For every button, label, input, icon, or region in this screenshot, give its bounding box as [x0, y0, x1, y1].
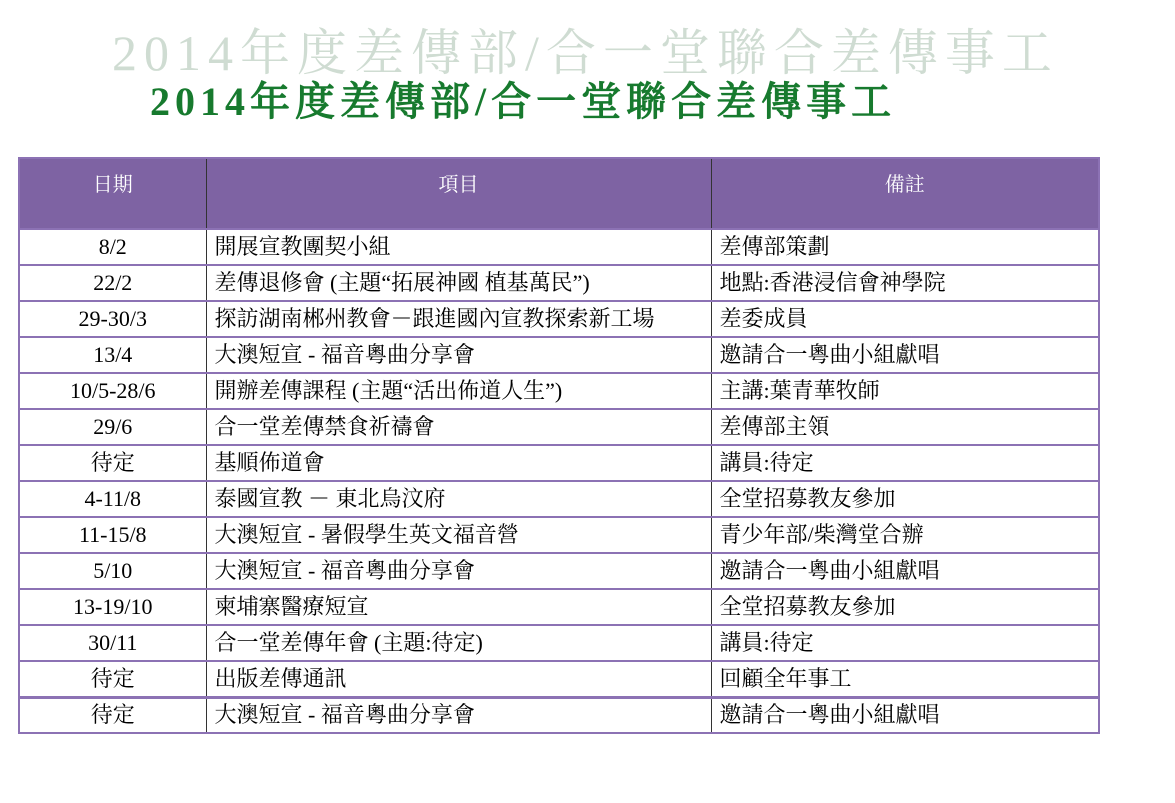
note-cell: 全堂招募教友參加: [711, 589, 1099, 625]
note-cell: 全堂招募教友參加: [711, 481, 1099, 517]
item-cell: 出版差傳通訊: [206, 661, 711, 697]
table-row: [19, 517, 1099, 553]
date-cell: 5/10: [19, 553, 206, 589]
column-header-item: 項目: [206, 158, 711, 229]
note-cell: 差委成員: [711, 301, 1099, 337]
note-cell: 講員:待定: [711, 625, 1099, 661]
item-cell: 泰國宣教 － 東北烏汶府: [206, 481, 711, 517]
table-row: [19, 229, 1099, 265]
item-cell: 大澳短宣 - 福音粵曲分享會: [206, 553, 711, 589]
table-row: [19, 661, 1099, 697]
date-cell: 8/2: [19, 229, 206, 265]
date-cell: 10/5-28/6: [19, 373, 206, 409]
date-cell: 30/11: [19, 625, 206, 661]
table-row: [19, 553, 1099, 589]
date-cell: 4-11/8: [19, 481, 206, 517]
note-cell: 邀請合一粵曲小組獻唱: [711, 697, 1099, 733]
date-cell: 13-19/10: [19, 589, 206, 625]
item-cell: 合一堂差傳禁食祈禱會: [206, 409, 711, 445]
date-cell: 29-30/3: [19, 301, 206, 337]
table-row: [19, 409, 1099, 445]
schedule-table: [18, 157, 1100, 734]
table-row: [19, 625, 1099, 661]
date-cell: 22/2: [19, 265, 206, 301]
page-title: 2014年度差傳部/合一堂聯合差傳事工: [150, 79, 897, 124]
table-row: [19, 697, 1099, 733]
table-row: [19, 445, 1099, 481]
table-header: [19, 158, 1099, 229]
item-cell: 大澳短宣 - 福音粵曲分享會: [206, 697, 711, 733]
note-cell: 回顧全年事工: [711, 661, 1099, 697]
table-body: [19, 229, 1099, 733]
note-cell: 講員:待定: [711, 445, 1099, 481]
item-cell: 柬埔寨醫療短宣: [206, 589, 711, 625]
note-cell: 青少年部/柴灣堂合辦: [711, 517, 1099, 553]
note-cell: 邀請合一粵曲小組獻唱: [711, 337, 1099, 373]
table-row: [19, 337, 1099, 373]
table-row: [19, 373, 1099, 409]
table-row: [19, 301, 1099, 337]
item-cell: 開辦差傳課程 (主題“活出佈道人生”): [206, 373, 711, 409]
date-cell: 待定: [19, 445, 206, 481]
date-cell: 11-15/8: [19, 517, 206, 553]
item-cell: 大澳短宣 - 暑假學生英文福音營: [206, 517, 711, 553]
header-row: [19, 158, 1099, 229]
item-cell: 基順佈道會: [206, 445, 711, 481]
title-watermark: 2014年度差傳部/合一堂聯合差傳事工: [112, 25, 1059, 81]
table-row: [19, 481, 1099, 517]
item-cell: 大澳短宣 - 福音粵曲分享會: [206, 337, 711, 373]
note-cell: 差傳部策劃: [711, 229, 1099, 265]
item-cell: 差傳退修會 (主題“拓展神國 植基萬民”): [206, 265, 711, 301]
date-cell: 待定: [19, 661, 206, 697]
column-header-note: 備註: [711, 158, 1099, 229]
item-cell: 開展宣教團契小組: [206, 229, 711, 265]
date-cell: 13/4: [19, 337, 206, 373]
date-cell: 29/6: [19, 409, 206, 445]
note-cell: 邀請合一粵曲小組獻唱: [711, 553, 1099, 589]
table-row: [19, 265, 1099, 301]
date-cell: 待定: [19, 697, 206, 733]
item-cell: 探訪湖南郴州教會－跟進國內宣教探索新工場: [206, 301, 711, 337]
note-cell: 差傳部主領: [711, 409, 1099, 445]
column-header-date: 日期: [19, 158, 206, 229]
item-cell: 合一堂差傳年會 (主題:待定): [206, 625, 711, 661]
note-cell: 主講:葉青華牧師: [711, 373, 1099, 409]
table-row: [19, 589, 1099, 625]
note-cell: 地點:香港浸信會神學院: [711, 265, 1099, 301]
